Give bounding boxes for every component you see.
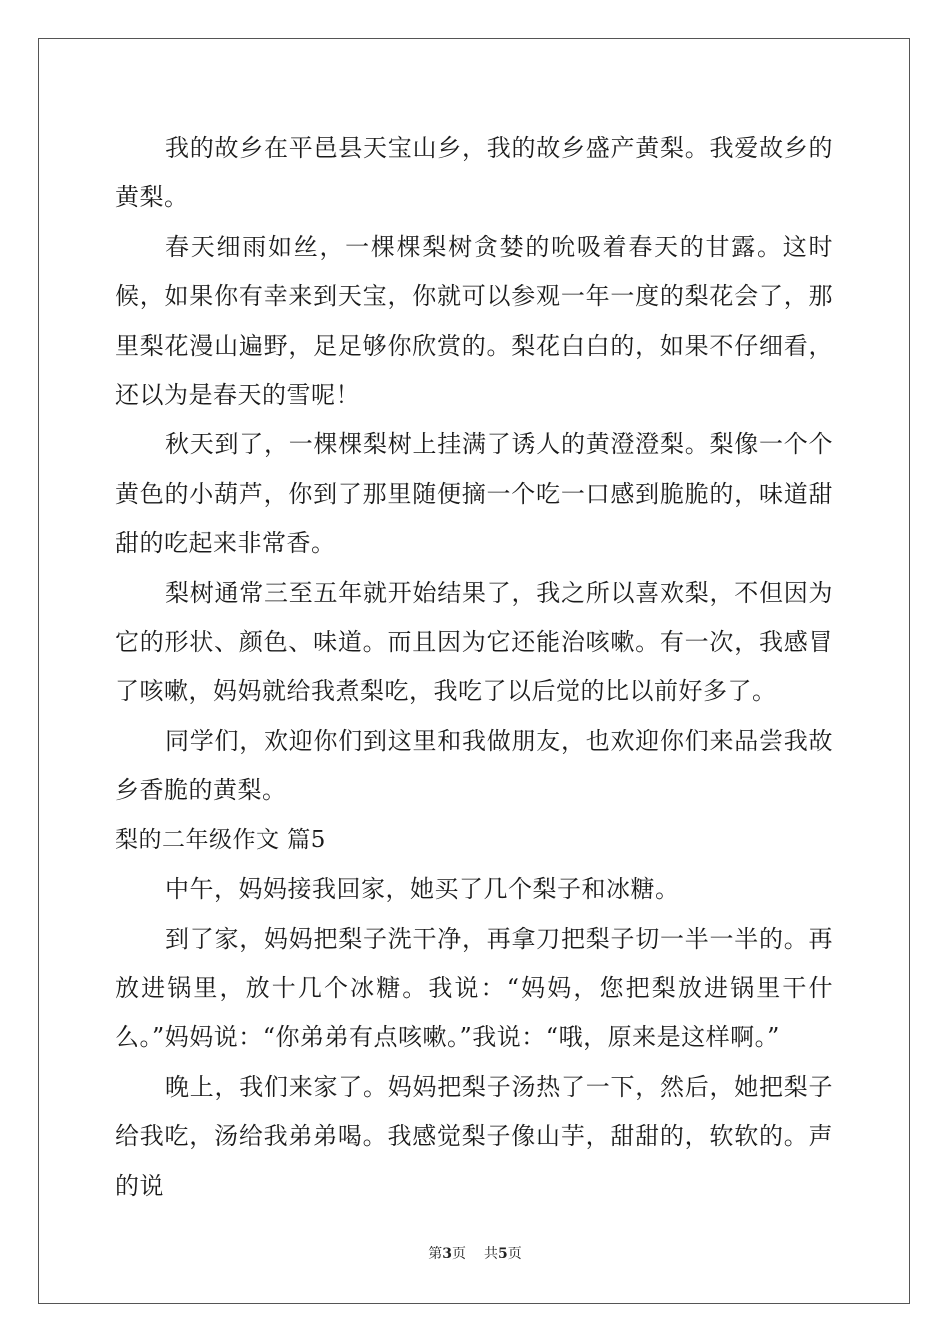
total-prefix: 共 bbox=[484, 1246, 498, 1262]
paragraph: 梨树通常三至五年就开始结果了，我之所以喜欢梨，不但因为它的形状、颜色、味道。而且因为它还能治咳嗽。有一次，我感冒了咳嗽，妈妈就给我煮梨吃，我吃了以后觉的比以前好多了。 bbox=[115, 578, 833, 706]
paragraph: 中午，妈妈接我回家，她买了几个梨子和冰糖。 bbox=[165, 875, 680, 904]
current-page-number: 3 bbox=[442, 1246, 452, 1262]
page-prefix: 第 bbox=[428, 1246, 443, 1262]
paragraph: 我的故乡在平邑县天宝山乡，我的故乡盛产黄梨。我爱故乡的黄梨。 bbox=[115, 134, 833, 212]
total-pages-number: 5 bbox=[498, 1246, 508, 1262]
paragraph: 春天细雨如丝，一棵棵梨树贪婪的吮吸着春天的甘露。这时候，如果你有幸来到天宝，你就可以参观一年一度的梨花会了，那里梨花漫山遍野，足足够你欣赏的。梨花白白的，如果不仔细看，还以为是春天的雪呢！ bbox=[115, 232, 833, 410]
page-suffix: 页 bbox=[452, 1246, 466, 1262]
section-heading: 梨的二年级作文 篇5 bbox=[115, 826, 326, 853]
paragraph: 到了家，妈妈把梨子洗干净，再拿刀把梨子切一半一半的。再放进锅里，放十几个冰糖。我说：“妈妈，您把梨放进锅里干什么。”妈妈说：“你弟弟有点咳嗽。”我说：“哦，原来是这样啊。” bbox=[115, 924, 833, 1052]
page-footer bbox=[0, 1243, 950, 1263]
paragraph: 晚上，我们来家了。妈妈把梨子汤热了一下，然后，她把梨子给我吃，汤给我弟弟喝。我感觉梨子像山芋，甜甜的，软软的。声的说 bbox=[115, 1072, 833, 1200]
paragraph: 同学们，欢迎你们到这里和我做朋友，也欢迎你们来品尝我故乡香脆的黄梨。 bbox=[115, 726, 833, 805]
document-body bbox=[115, 124, 833, 1211]
total-suffix: 页 bbox=[507, 1246, 522, 1262]
paragraph: 秋天到了，一棵棵梨树上挂满了诱人的黄澄澄梨。梨像一个个黄色的小葫芦，你到了那里随便摘一个吃一口感到脆脆的，味道甜甜的吃起来非常香。 bbox=[115, 430, 833, 558]
